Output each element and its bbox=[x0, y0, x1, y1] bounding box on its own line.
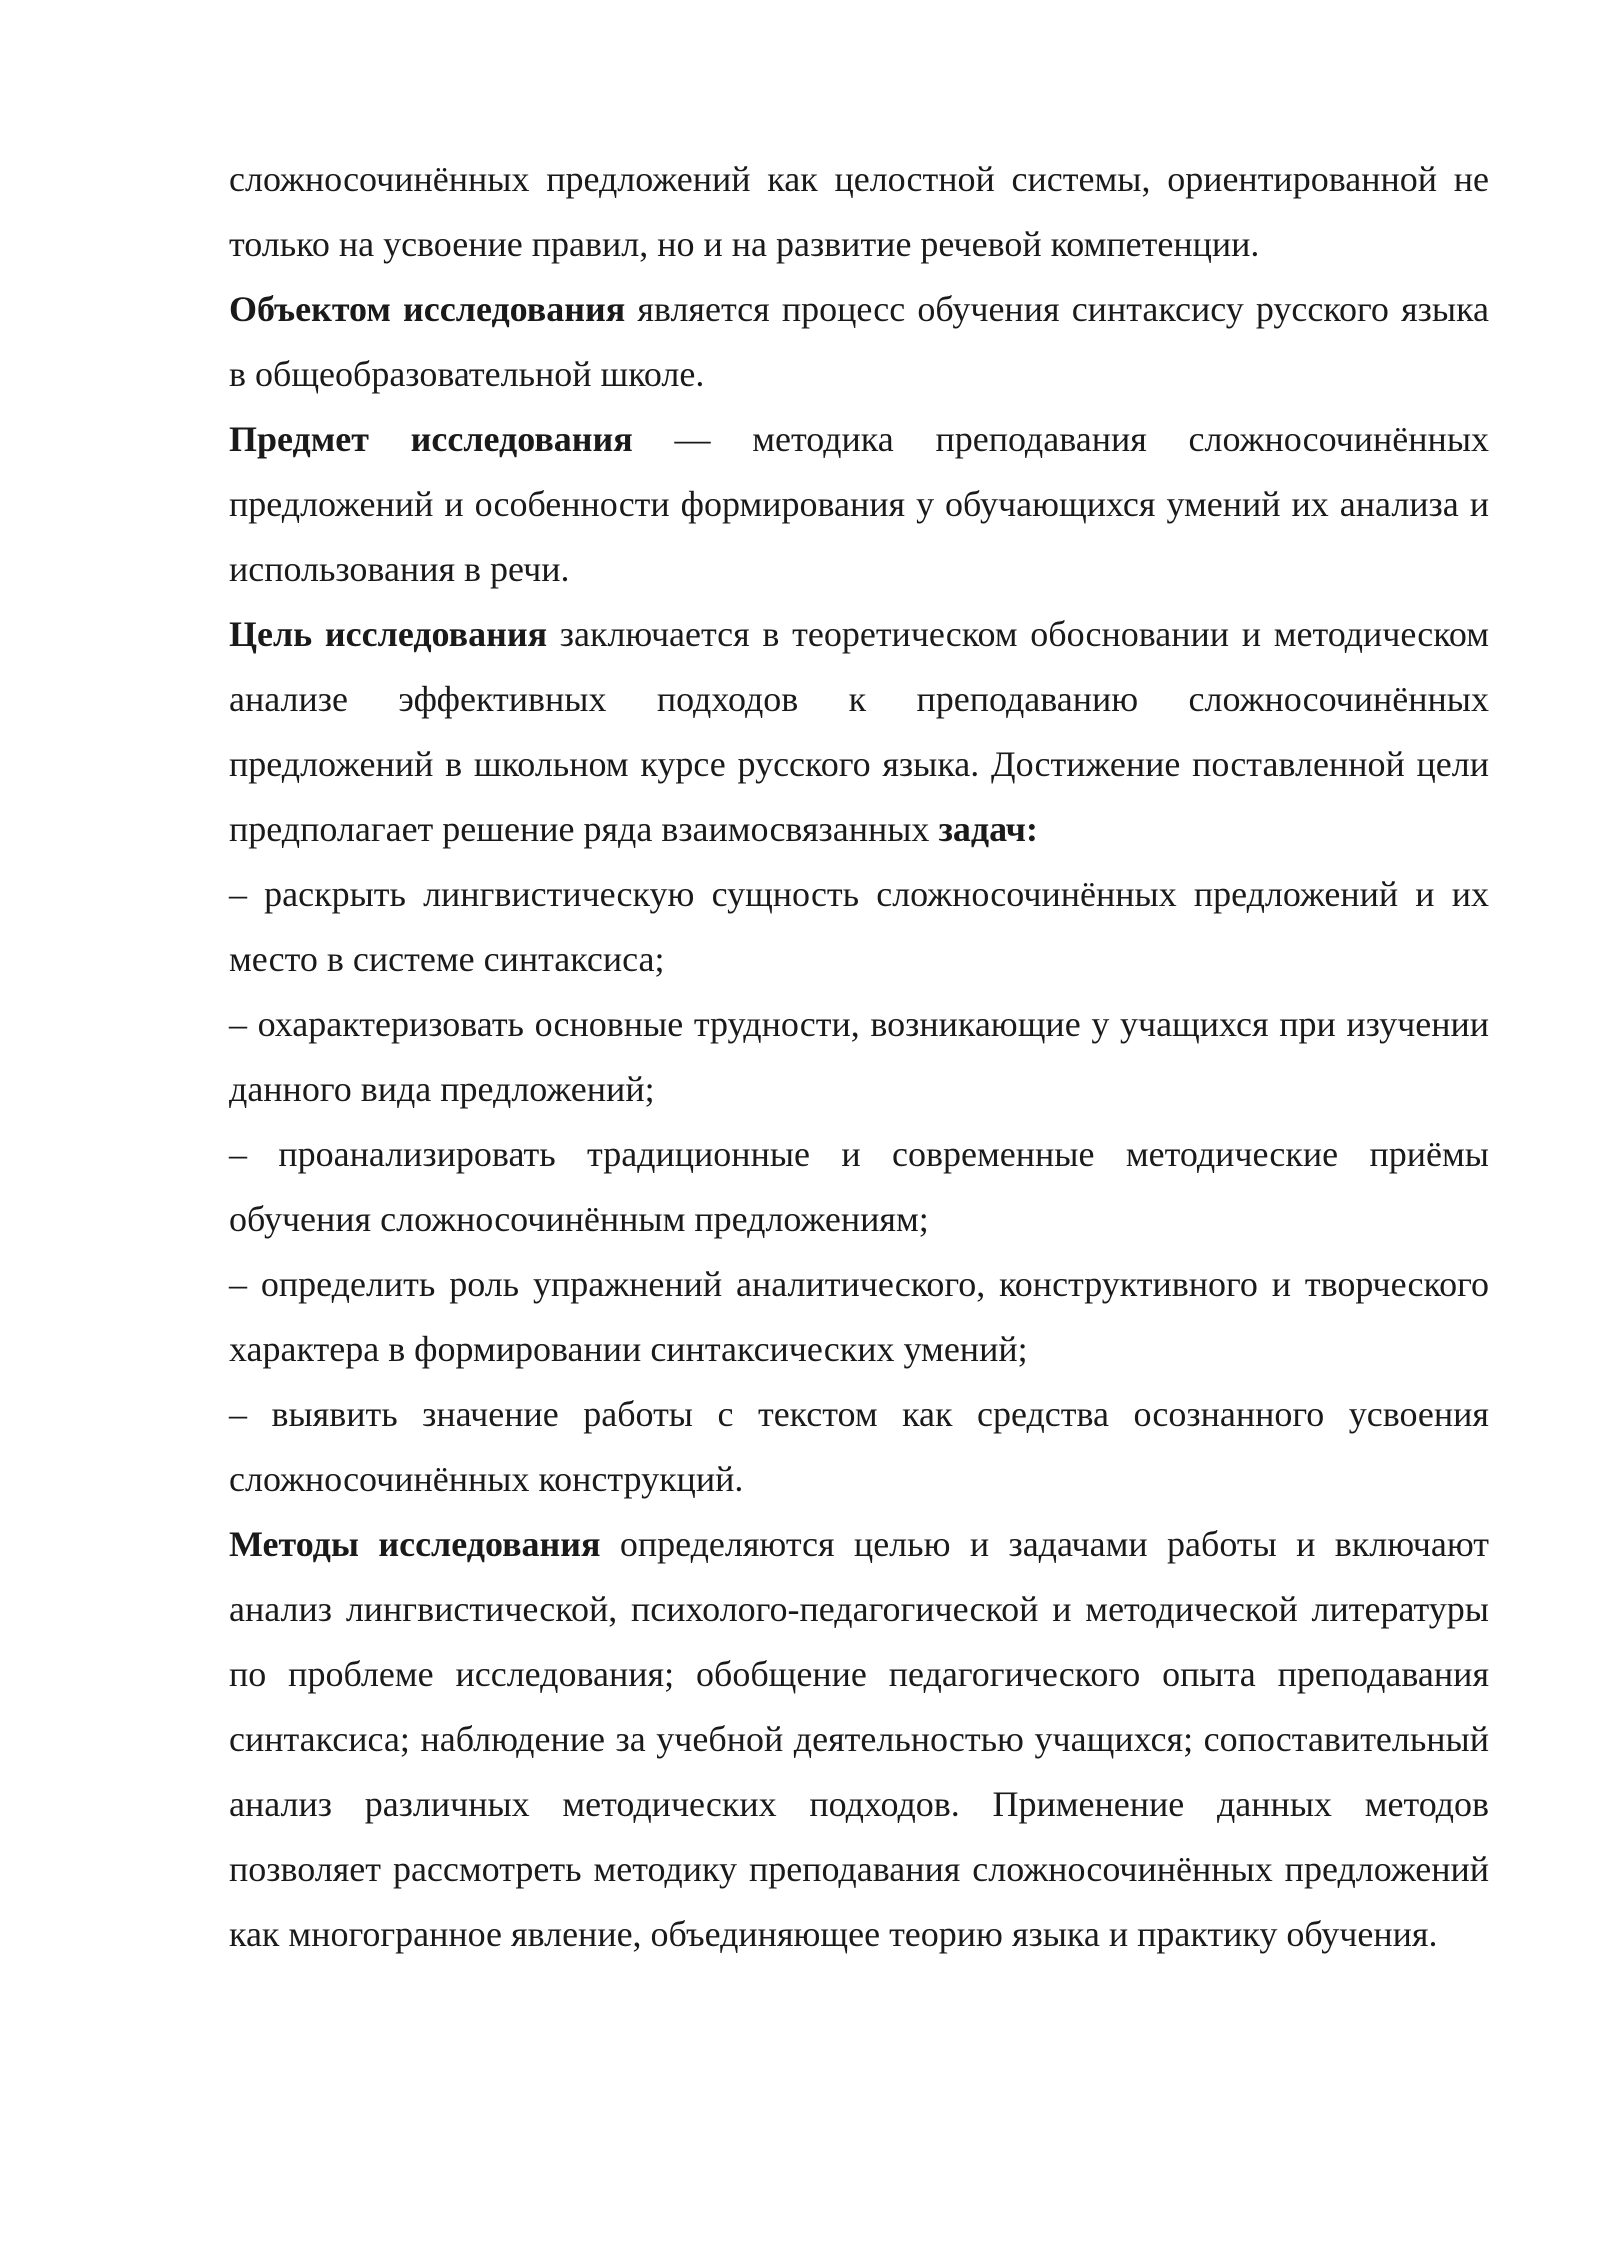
subject-paragraph bbox=[229, 407, 1489, 602]
object-text: является процесс обучения синтаксису русского языка в общеобразовательной школе. bbox=[229, 289, 1489, 394]
task-text: – проанализировать традиционные и современные методические приёмы обучения сложносочинённым предложениям; bbox=[229, 1134, 1489, 1239]
task-item bbox=[229, 862, 1489, 992]
object-term: Объектом исследования bbox=[229, 289, 626, 329]
task-item bbox=[229, 992, 1489, 1122]
goal-text: заключается в теоретическом обосновании и методическом анализе эффективных подходов к преподаванию сложносочинённых предложений в школьном курсе русского языка. Достижение поставленной цели предполагает решение ряда взаимосвязанных bbox=[229, 614, 1489, 849]
subject-text: — методика преподавания сложносочинённых предложений и особенности формирования у обучающихся умений их анализа и использования в речи. bbox=[229, 419, 1490, 589]
methods-text: определяются целью и задачами работы и включают анализ лингвистической, психолого-педагогической и методической литературы по проблеме исследования; обобщение педагогического опыта преподавания синтаксиса; наблюдение за учебной деятельностью учащихся; сопоставительный анализ различных методических подходов. Применение данных методов позволяет рассмотреть методику преподавания сложносочинённых предложений как многогранное явление, объединяющее теорию языка и практику обучения. bbox=[229, 1524, 1489, 1954]
task-item bbox=[229, 1252, 1489, 1382]
object-paragraph bbox=[229, 277, 1489, 407]
goal-term: Цель исследования bbox=[229, 614, 548, 654]
task-item bbox=[229, 1122, 1489, 1252]
document-page bbox=[229, 147, 1489, 1967]
tasks-word: задач: bbox=[938, 809, 1038, 849]
methods-term: Методы исследования bbox=[229, 1524, 601, 1564]
goal-paragraph bbox=[229, 602, 1489, 862]
intro-paragraph bbox=[229, 147, 1489, 277]
task-text: – выявить значение работы с текстом как средства осознанного усвоения сложносочинённых конструкций. bbox=[229, 1394, 1489, 1499]
task-text: – охарактеризовать основные трудности, возникающие у учащихся при изучении данного вида предложений; bbox=[229, 1004, 1489, 1109]
task-text: – определить роль упражнений аналитического, конструктивного и творческого характера в формировании синтаксических умений; bbox=[229, 1264, 1489, 1369]
methods-paragraph bbox=[229, 1512, 1489, 1967]
intro-text: сложносочинённых предложений как целостной системы, ориентированной не только на усвоение правил, но и на развитие речевой компетенции. bbox=[229, 159, 1489, 264]
task-item bbox=[229, 1382, 1489, 1512]
task-text: – раскрыть лингвистическую сущность сложносочинённых предложений и их место в системе синтаксиса; bbox=[229, 874, 1489, 979]
subject-term: Предмет исследования bbox=[229, 419, 633, 459]
